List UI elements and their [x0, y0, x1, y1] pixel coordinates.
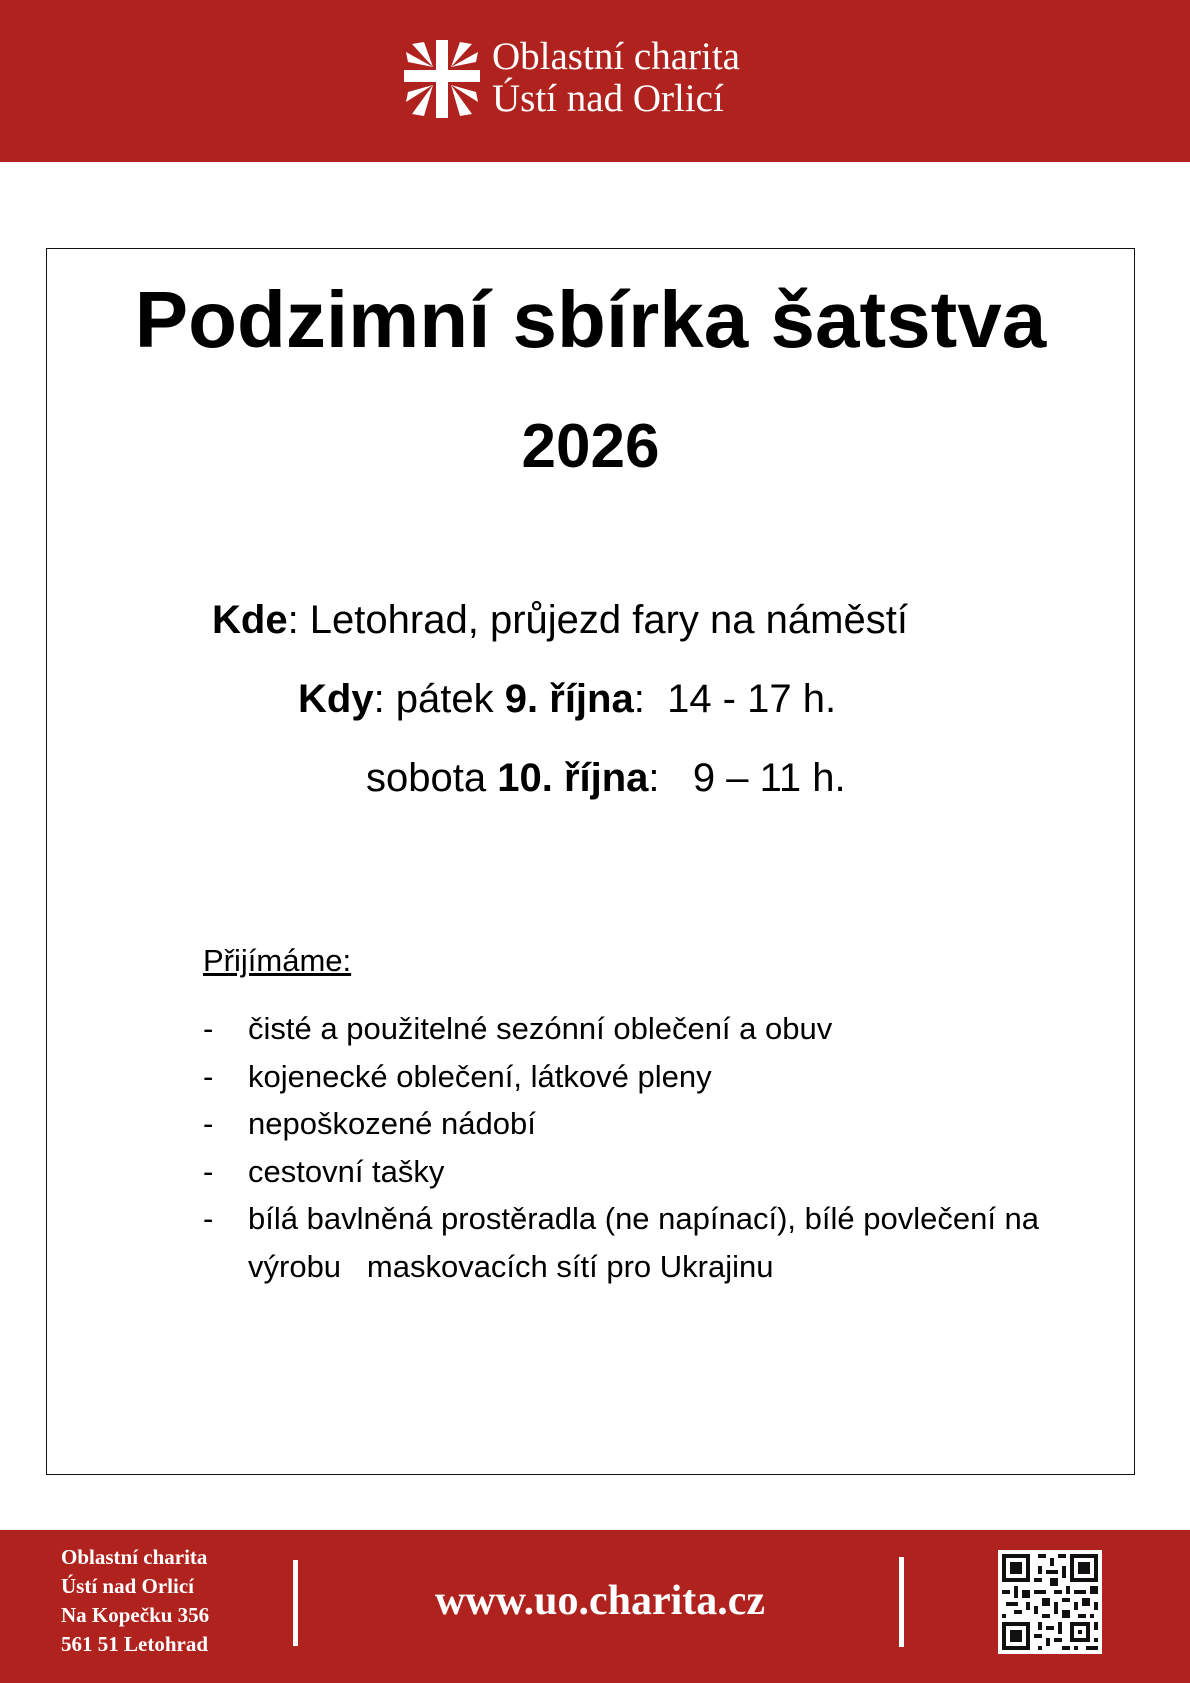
when-day2-prefix: sobota: [366, 756, 498, 800]
poster-year: 2026: [521, 412, 660, 481]
accept-item: - bílá bavlněná prostěradla (ne napínací), bílé povlečení na výrobu maskovacích sítí pro Ukrajinu: [203, 1195, 1078, 1290]
when-label: Kdy: [298, 677, 374, 721]
accept-list: [203, 1005, 1078, 1290]
address-line: Ústí nad Orlicí: [61, 1574, 195, 1598]
accept-item: - čisté a použitelné sezónní oblečení a obuv: [203, 1005, 1078, 1053]
accept-item: - cestovní tašky: [203, 1148, 1078, 1196]
address-line: 561 51 Letohrad: [61, 1632, 208, 1656]
where-line: [212, 596, 908, 644]
logo-text: [492, 36, 740, 120]
accept-item: - kojenecké oblečení, látkové pleny: [203, 1053, 1078, 1101]
when-day1-date: 9. října: [504, 677, 634, 721]
logo-line-2: Ústí nad Orlicí: [492, 77, 724, 120]
when-line-1: [298, 675, 836, 723]
where-value: : Letohrad, průjezd fary na náměstí: [287, 598, 908, 642]
footer-divider-left: [293, 1560, 298, 1646]
when-day2-time: : 9 – 11 h.: [648, 756, 846, 800]
poster-title: Podzimní sbírka šatstva: [134, 275, 1047, 364]
when-line-2: [366, 754, 846, 802]
accept-item: - nepoškozené nádobí: [203, 1100, 1078, 1148]
header-banner: [0, 0, 1190, 162]
accept-title: Přijímáme:: [203, 943, 352, 978]
where-label: Kde: [212, 598, 288, 642]
qr-code-icon[interactable]: [998, 1550, 1102, 1654]
website-link[interactable]: www.uo.charita.cz: [434, 1578, 766, 1624]
logo-line-1: Oblastní charita: [492, 35, 740, 78]
footer-divider-right: [899, 1557, 904, 1647]
footer-address: [61, 1543, 209, 1659]
when-day1-time: : 14 - 17 h.: [633, 677, 837, 721]
when-day1-prefix: : pátek: [373, 677, 505, 721]
when-day2-date: 10. října: [497, 756, 649, 800]
address-line: Oblastní charita: [61, 1545, 208, 1569]
address-line: Na Kopečku 356: [61, 1603, 210, 1627]
charita-cross-icon: [404, 40, 480, 118]
